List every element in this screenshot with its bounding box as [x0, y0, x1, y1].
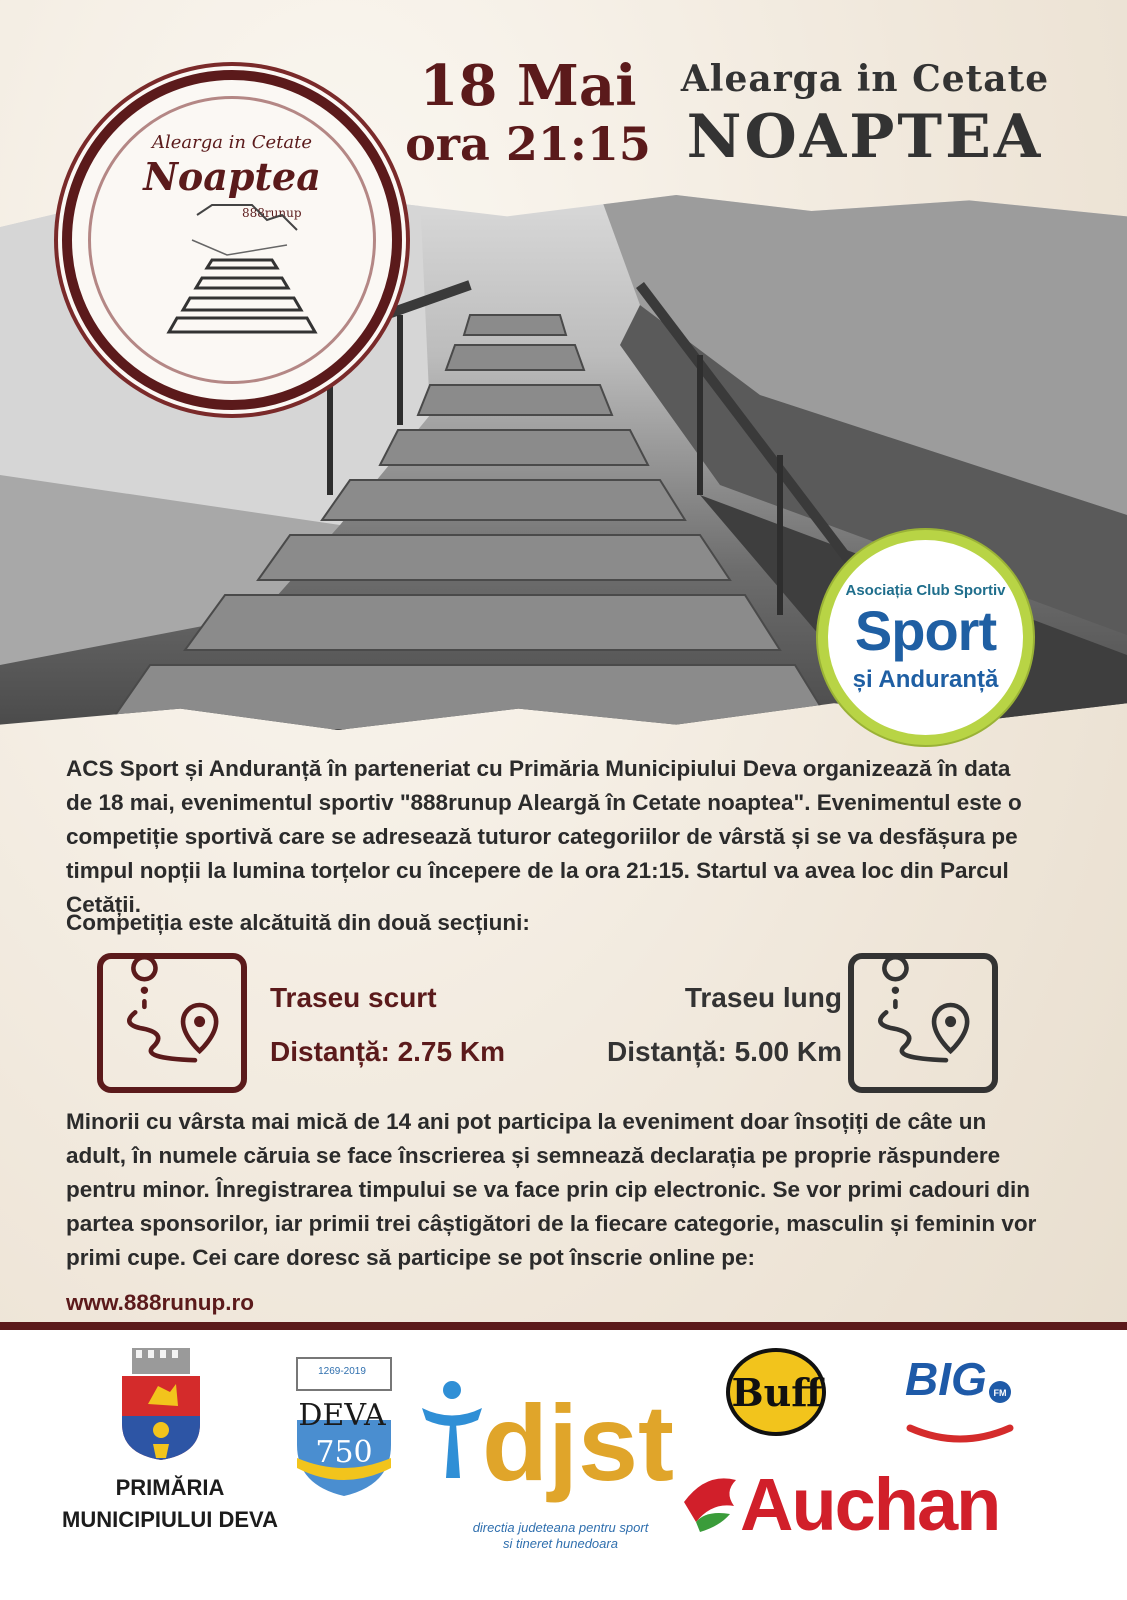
deva-number: 750 [315, 1435, 373, 1470]
logo-sub-text: 888runup [242, 206, 302, 220]
long-route-distance: Distanță: 5.00 Km [607, 1036, 842, 1067]
buff-text: Buff [731, 1370, 823, 1415]
deva-years: 1269-2019 [318, 1366, 366, 1377]
event-logo [62, 70, 402, 410]
short-route-title: Traseu scurt [270, 982, 437, 1013]
route-pin-icon [103, 959, 241, 1088]
deva-word: DEVA [298, 1398, 386, 1433]
djst-main-text: djst [482, 1382, 675, 1503]
date-time: ora 21:15 [405, 117, 651, 171]
primaria-text [40, 1472, 300, 1536]
intro-paragraph: ACS Sport și Anduranță în parteneriat cu Primăria Municipiului Deva organizează în data de 18 mai, evenimentul sportiv "888runup Aleargă în Cetate noaptea". Evenimentul este o competiție sportivă care se adresează tuturor categoriilor de vârstă și se va desfășura pe timpul nopții la lumina torțelor cu începere de la ora 21:15. Startul va avea loc din Parcul Cetății. [66, 756, 1022, 917]
club-badge-line3: și Anduranță [852, 666, 999, 693]
logo-top-text: Alearga in Cetate [151, 132, 313, 153]
footer-divider [0, 1322, 1127, 1330]
details-paragraph: Minorii cu vârsta mai mică de 14 ani pot participa la eveniment doar însoțiți de câte un adult, în numele căruia se face înscrierea și semnează declarația pe proprie răspundere pentru minor. Înregistrarea timpului se va face prin cip electronic. Se vor primi cadouri din partea sponsorilor, iar primii trei câștigători de la fiecare categorie, masculin și feminin vor primi cupe. Cei care doresc să participe se pot înscrie online pe: [66, 1109, 1037, 1270]
primaria-line1: PRIMĂRIA [115, 1475, 225, 1500]
djst-subtitle: directia judeteana pentru sport si tineret hunedoara [472, 1520, 649, 1551]
club-badge [818, 530, 1033, 745]
route-icon-box-short [97, 953, 247, 1093]
event-date [398, 53, 658, 172]
svg-text:FM: FM [993, 1388, 1007, 1398]
event-title-line1: Alearga in Cetate [680, 58, 1050, 100]
short-route-distance: Distanță: 2.75 Km [270, 1036, 505, 1067]
primaria-coat-of-arms-logo [118, 1346, 204, 1462]
club-badge-line2: Sport [854, 599, 997, 662]
event-title-line2: NOAPTEA [686, 102, 1044, 172]
website-link[interactable]: www.888runup.ro [66, 1290, 254, 1315]
sections-intro: Competiția este alcătuită din două secțiuni: [66, 910, 530, 935]
fortress-stairs-icon [157, 200, 317, 340]
event-title [675, 56, 1055, 172]
big-text: BIG [905, 1353, 987, 1405]
route-icon-box-long [848, 953, 998, 1093]
route-pin-icon [854, 959, 992, 1088]
primaria-line2: MUNICIPIULUI DEVA [62, 1507, 278, 1532]
date-day: 18 Mai [419, 53, 637, 119]
club-badge-line1: Asociația Club Sportiv [845, 582, 1006, 599]
logo-main-text: Noaptea [143, 154, 321, 199]
long-route-title: Traseu lung [684, 982, 842, 1013]
auchan-text: Auchan [740, 1463, 1000, 1546]
djst-logo [412, 1368, 675, 1518]
